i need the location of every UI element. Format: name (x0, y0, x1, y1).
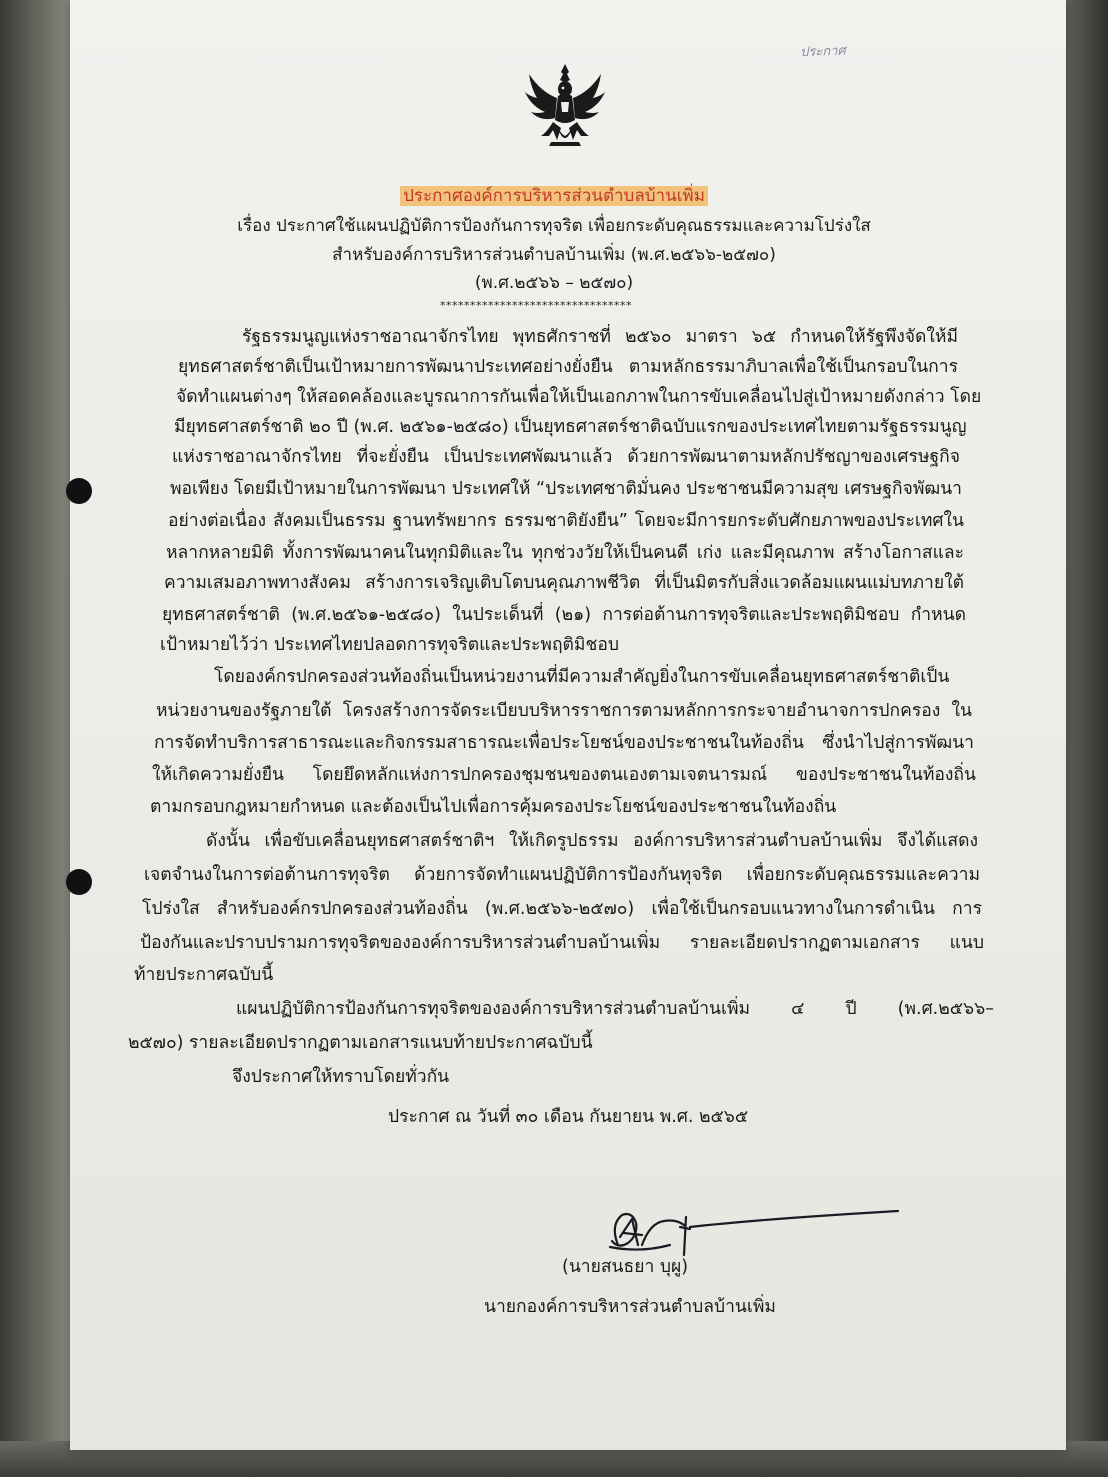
asterisk-separator: ******************************** (440, 299, 632, 312)
document-org-title (0, 185, 1108, 207)
document-subject-line2: สำหรับองค์การบริหารส่วนตำบลบ้านเพิ่ม (พ.ศ.๒๕๖๖-๒๕๗๐) (332, 245, 776, 265)
body-line: ยุทธศาสตร์ชาติ (พ.ศ.๒๕๖๑-๒๕๘๐) ในประเด็นที่ (๒๑) การต่อต้านการทุจริตและประพฤติมิชอบ กำหนด (162, 605, 966, 625)
body-line: หลากหลายมิติ ทั้งการพัฒนาคนในทุกมิติและใน ทุกช่วงวัยให้เป็นคนดี เก่ง และมีคุณภาพ สร้างโอกาสและ (166, 543, 964, 563)
body-line: ป้องกันและปราบปรามการทุจริตขององค์การบริหารส่วนตำบลบ้านเพิ่ม รายละเอียดปรากฏตามเอกสาร แนบ (140, 933, 984, 953)
body-line: เจตจำนงในการต่อต้านการทุจริต ด้วยการจัดทำแผนปฏิบัติการป้องกันทุจริต เพื่อยกระดับคุณธรรมและความ (144, 865, 980, 885)
body-line: มียุทธศาสตร์ชาติ ๒๐ ปี (พ.ศ. ๒๕๖๑-๒๕๘๐) เป็นยุทธศาสตร์ชาติฉบับแรกของประเทศไทยตามรัฐธรรมนูญ (174, 417, 967, 437)
signatory-name: (นายสนธยา บุผู) (562, 1257, 689, 1277)
body-line: เป้าหมายไว้ว่า ประเทศไทยปลอดการทุจริตและประพฤติมิชอบ (160, 635, 619, 655)
body-line: จัดทำแผนต่างๆ ให้สอดคล้องและบูรณาการกันเพื่อให้เป็นเอกภาพในการขับเคลื่อนไปสู่เป้าหมายดังกล่าว โดย (176, 387, 982, 407)
signatory-position: นายกองค์การบริหารส่วนตำบลบ้านเพิ่ม (484, 1297, 776, 1317)
body-line: ท้ายประกาศฉบับนี้ (134, 965, 274, 985)
document-period: (พ.ศ.๒๕๖๖ – ๒๕๗๐) (474, 273, 634, 293)
announcement-date: ประกาศ ณ วันที่ ๓๐ เดือน กันยายน พ.ศ. ๒๕๖๕ (388, 1107, 749, 1127)
body-line: หน่วยงานของรัฐภายใต้ โครงสร้างการจัดระเบียบบริหารราชการตามหลักการกระจายอำนาจการปกครอง ใน (156, 701, 972, 721)
body-line: อย่างต่อเนื่อง สังคมเป็นธรรม ฐานทรัพยากร ธรรมชาติยังยืน” โดยจะมีการยกระดับศักยภาพของประเทศใน (168, 511, 964, 531)
punch-hole-top (66, 478, 92, 504)
document-subject: เรื่อง ประกาศใช้แผนปฏิบัติการป้องกันการทุจริต เพื่อยกระดับคุณธรรมและความโปร่งใส (237, 216, 871, 236)
body-line: ยุทธศาสตร์ชาติเป็นเป้าหมายการพัฒนาประเทศอย่างยั่งยืน ตามหลักธรรมาภิบาลเพื่อใช้เป็นกรอบในการ (178, 357, 958, 377)
body-line: ตามกรอบกฎหมายกำหนด และต้องเป็นไปเพื่อการคุ้มครองประโยชน์ของประชาชนในท้องถิ่น (150, 797, 837, 817)
body-line: ๒๕๗๐) รายละเอียดปรากฏตามเอกสารแนบท้ายประกาศฉบับนี้ (128, 1033, 593, 1053)
body-line: แผนปฏิบัติการป้องกันการทุจริตขององค์การบริหารส่วนตำบลบ้านเพิ่ม ๔ ปี (พ.ศ.๒๕๖๖– (236, 999, 994, 1019)
body-line: พอเพียง โดยมีเป้าหมายในการพัฒนา ประเทศให้ “ประเทศชาติมั่นคง ประชาชนมีความสุข เศรษฐกิจพัฒนา (170, 479, 962, 499)
garuda-emblem-icon (523, 62, 607, 152)
body-line: โปร่งใส สำหรับองค์กรปกครองส่วนท้องถิ่น (พ.ศ.๒๕๖๖-๒๕๗๐) เพื่อใช้เป็นกรอบแนวทางในการดำเนิน การ (142, 899, 982, 919)
body-line: ความเสมอภาพทางสังคม สร้างการเจริญเติบโตบนคุณภาพชีวิต ที่เป็นมิตรกับสิ่งแวดล้อมแผนแม่บทภายใต้ (164, 573, 964, 593)
body-line: แห่งราชอาณาจักรไทย ที่จะยั่งยืน เป็นประเทศพัฒนาแล้ว ด้วยการพัฒนาตามหลักปรัชญาของเศรษฐกิจ (172, 447, 960, 467)
punch-hole-bottom (66, 869, 92, 895)
body-line: ดังนั้น เพื่อขับเคลื่อนยุทธศาสตร์ชาติฯ ให้เกิดรูปธรรม องค์การบริหารส่วนตำบลบ้านเพิ่ม จึงได้แสดง (206, 831, 978, 851)
highlighted-org-name: ประกาศองค์การบริหารส่วนตำบลบ้านเพิ่ม (400, 186, 708, 206)
body-line: การจัดทำบริการสาธารณะและกิจกรรมสาธารณะเพื่อประโยชน์ของประชาชนในท้องถิ่น ซึ่งนำไปสู่การพัฒนา (154, 733, 974, 753)
body-line: โดยองค์กรปกครองส่วนท้องถิ่นเป็นหน่วยงานที่มีความสำคัญยิ่งในการขับเคลื่อนยุทธศาสตร์ชาติเป็น (214, 667, 950, 687)
body-line: จึงประกาศให้ทราบโดยทั่วกัน (232, 1067, 450, 1087)
handwritten-corner-note: ประกาศ (799, 43, 846, 61)
body-line: ให้เกิดความยั่งยืน โดยยึดหลักแห่งการปกครองชุมชนของตนเองตามเจตนารมณ์ ของประชาชนในท้องถิ่น (152, 765, 976, 785)
body-line: รัฐธรรมนูญแห่งราชอาณาจักรไทย พุทธศักราชที่ ๒๕๖๐ มาตรา ๖๕ กำหนดให้รัฐพึงจัดให้มี (242, 327, 958, 347)
